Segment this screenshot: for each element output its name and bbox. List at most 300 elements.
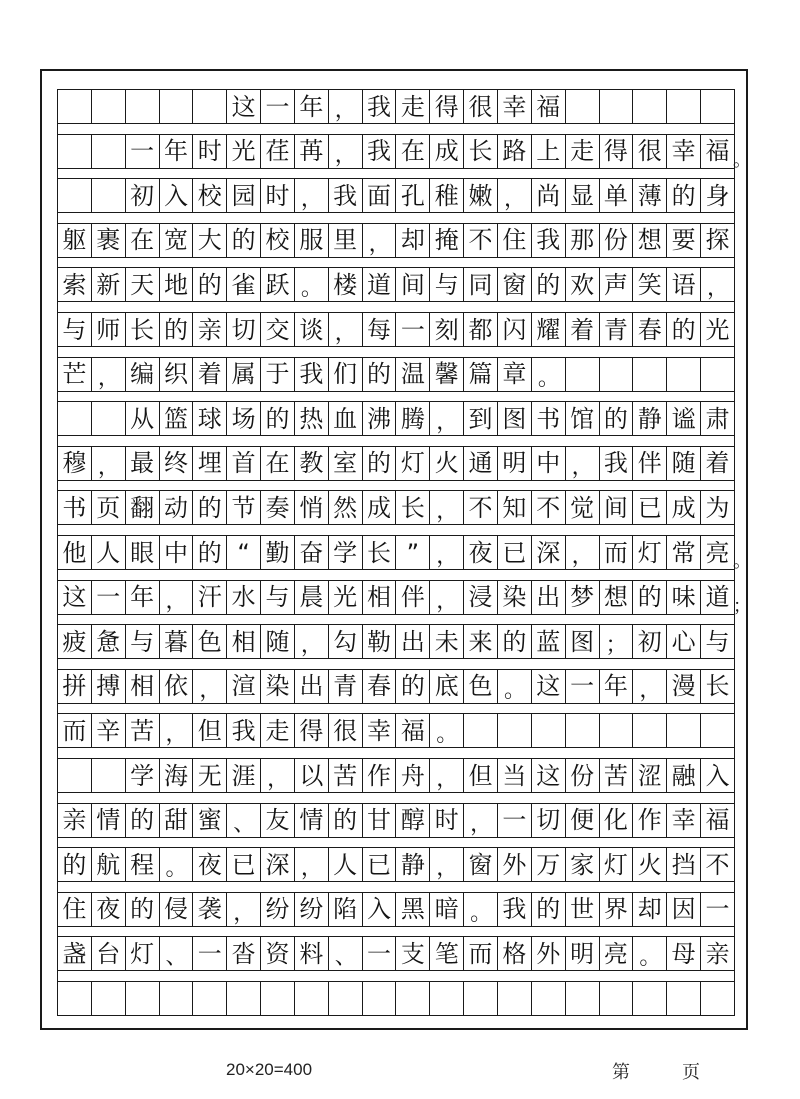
grid-cell <box>667 714 701 747</box>
grid-cell: 与 <box>58 313 92 346</box>
grid-cell: 家 <box>566 848 600 881</box>
grid-cell <box>498 982 532 1015</box>
grid-cell: 在 <box>261 447 295 480</box>
grid-cell <box>566 358 600 391</box>
grid-cell: 一 <box>363 937 397 970</box>
grid-cell: 幸 <box>667 135 701 168</box>
grid-cell: 勒 <box>363 625 397 658</box>
grid-cell: 随 <box>261 625 295 658</box>
grid-cell: 我 <box>363 135 397 168</box>
grid-cell: 笑 <box>633 268 667 301</box>
grid-cell: 。 <box>430 714 464 747</box>
grid-cell: 得 <box>430 90 464 123</box>
grid-cell: 穆 <box>58 447 92 480</box>
grid-cell: 夜 <box>92 893 126 926</box>
grid-cell: 出 <box>396 625 430 658</box>
grid-row <box>57 178 735 213</box>
grid-cell: 时 <box>193 135 227 168</box>
grid-cell: 的 <box>160 313 194 346</box>
grid-cell: ， <box>160 714 194 747</box>
grid-cell: 份 <box>566 759 600 792</box>
grid-cell: 便 <box>566 804 600 837</box>
grid-cell: 一 <box>701 893 735 926</box>
grid-cell: 沸 <box>363 402 397 435</box>
grid-cell: 球 <box>193 402 227 435</box>
grid-cell: 闪 <box>498 313 532 346</box>
grid-cell: 无 <box>193 759 227 792</box>
grid-cell: 到 <box>464 402 498 435</box>
grid-cell: 福 <box>396 714 430 747</box>
grid-cell: 界 <box>600 893 634 926</box>
grid-cell: 底 <box>430 670 464 703</box>
grid-cell: 的 <box>532 893 566 926</box>
grid-cell <box>261 982 295 1015</box>
grid-cell: 走 <box>261 714 295 747</box>
grid-cell: 一 <box>566 670 600 703</box>
grid-cell: 在 <box>126 224 160 257</box>
grid-cell: 年 <box>600 670 634 703</box>
grid-cell: 却 <box>396 224 430 257</box>
grid-cell <box>667 982 701 1015</box>
grid-cell: 伴 <box>633 447 667 480</box>
grid-cell: 住 <box>58 893 92 926</box>
grid-cell: 走 <box>396 90 430 123</box>
grid-cell: 的 <box>329 804 363 837</box>
grid-cell: 的 <box>126 804 160 837</box>
grid-cell: 染 <box>261 670 295 703</box>
grid-cell: 的 <box>126 893 160 926</box>
grid-cell: 情 <box>92 804 126 837</box>
grid-cell: 火 <box>430 447 464 480</box>
grid-cell: 室 <box>329 447 363 480</box>
grid-cell: 谈 <box>295 313 329 346</box>
grid-cell <box>92 135 126 168</box>
grid-cell: ， <box>566 536 600 569</box>
grid-cell: 一 <box>498 804 532 837</box>
grid-cell <box>600 358 634 391</box>
grid-row <box>57 847 735 882</box>
grid-cell <box>633 358 667 391</box>
grid-cell: 一 <box>92 581 126 614</box>
grid-cell <box>701 714 735 747</box>
grid-cell: 人 <box>329 848 363 881</box>
grid-cell: 知 <box>498 491 532 524</box>
grid-cell: 谧 <box>667 402 701 435</box>
grid-row <box>57 223 735 258</box>
grid-cell <box>701 90 735 123</box>
grid-cell: 勾 <box>329 625 363 658</box>
grid-cell: 面 <box>363 179 397 212</box>
grid-cell: 深 <box>261 848 295 881</box>
grid-cell: 亮 <box>600 937 634 970</box>
grid-cell <box>633 90 667 123</box>
grid-cell: 交 <box>261 313 295 346</box>
grid-cell: 辛 <box>92 714 126 747</box>
grid-cell: 我 <box>498 893 532 926</box>
grid-cell: ， <box>430 848 464 881</box>
grid-cell: 明 <box>566 937 600 970</box>
grid-cell: 从 <box>126 402 160 435</box>
grid-cell: 资 <box>261 937 295 970</box>
grid-cell: 里 <box>329 224 363 257</box>
grid-cell: 的 <box>633 581 667 614</box>
grid-cell: 腾 <box>396 402 430 435</box>
grid-cell: 校 <box>261 224 295 257</box>
grid-cell: 福 <box>701 804 735 837</box>
grid-cell: 园 <box>227 179 261 212</box>
grid-cell: 声 <box>600 268 634 301</box>
grid-cell: 伴 <box>396 581 430 614</box>
grid-cell: 尚 <box>532 179 566 212</box>
margin-punctuation: 。 <box>733 551 751 572</box>
grid-cell: 。 <box>464 893 498 926</box>
grid-cell <box>329 982 363 1015</box>
grid-cell: 着 <box>701 447 735 480</box>
grid-cell: 涩 <box>633 759 667 792</box>
grid-cell: 的 <box>396 670 430 703</box>
grid-cell: 成 <box>667 491 701 524</box>
grid-cell: 嫩 <box>464 179 498 212</box>
grid-cell: 长 <box>701 670 735 703</box>
margin-punctuation: 。 <box>733 149 751 171</box>
grid-cell: 这 <box>532 670 566 703</box>
grid-cell: 味 <box>667 581 701 614</box>
grid-cell: 的 <box>498 625 532 658</box>
grid-cell: 长 <box>464 135 498 168</box>
grid-cell: 血 <box>329 402 363 435</box>
grid-cell: 幸 <box>498 90 532 123</box>
grid-cell: 浸 <box>464 581 498 614</box>
grid-cell: 而 <box>600 536 634 569</box>
grid-cell: 通 <box>464 447 498 480</box>
grid-cell: 长 <box>396 491 430 524</box>
grid-cell <box>58 982 92 1015</box>
grid-cell <box>532 714 566 747</box>
grid-cell: 灯 <box>396 447 430 480</box>
grid-cell: 单 <box>600 179 634 212</box>
page-label-prefix: 第 <box>612 1062 630 1083</box>
grid-cell: 编 <box>126 358 160 391</box>
grid-cell: 要 <box>667 224 701 257</box>
grid-cell: 的 <box>363 447 397 480</box>
grid-cell: 很 <box>633 135 667 168</box>
grid-cell: 灯 <box>126 937 160 970</box>
grid-cell <box>363 982 397 1015</box>
grid-cell: 这 <box>532 759 566 792</box>
grid-cell: 入 <box>160 179 194 212</box>
grid-row <box>57 535 751 572</box>
grid-cell: 福 <box>532 90 566 123</box>
grid-cell: 苦 <box>126 714 160 747</box>
grid-cell: 青 <box>600 313 634 346</box>
grid-cell: 暮 <box>160 625 194 658</box>
grid-cell: 。 <box>295 268 329 301</box>
grid-cell: 相 <box>363 581 397 614</box>
grid-cell: 一 <box>396 313 430 346</box>
grid-cell: 苒 <box>295 135 329 168</box>
grid-cell: 甘 <box>363 804 397 837</box>
grid-row <box>57 357 735 392</box>
grid-cell: 料 <box>295 937 329 970</box>
grid-cell <box>566 90 600 123</box>
grid-cell <box>126 982 160 1015</box>
grid-cell: 长 <box>126 313 160 346</box>
grid-cell: 的 <box>261 402 295 435</box>
grid-cell <box>633 714 667 747</box>
grid-cell: 在 <box>396 135 430 168</box>
grid-cell: 黑 <box>396 893 430 926</box>
grid-cell: 长 <box>363 536 397 569</box>
grid-cell: 觉 <box>566 491 600 524</box>
grid-cell: 师 <box>92 313 126 346</box>
grid-cell: 纷 <box>295 893 329 926</box>
grid-cell: 他 <box>58 536 92 569</box>
grid-cell: 亮 <box>701 536 735 569</box>
grid-cell: 埋 <box>193 447 227 480</box>
grid-cell: 书 <box>58 491 92 524</box>
grid-cell: 友 <box>261 804 295 837</box>
grid-cell: 梦 <box>566 581 600 614</box>
grid-cell <box>227 982 261 1015</box>
grid-cell: 一 <box>193 937 227 970</box>
grid-cell: 色 <box>464 670 498 703</box>
grid-cell: ， <box>193 670 227 703</box>
grid-cell: 最 <box>126 447 160 480</box>
grid-cell: 光 <box>701 313 735 346</box>
grid-cell: 已 <box>498 536 532 569</box>
grid-cell: 与 <box>430 268 464 301</box>
grid-cell: 航 <box>92 848 126 881</box>
grid-cell <box>701 982 735 1015</box>
grid-cell: 很 <box>329 714 363 747</box>
grid-cell: 一 <box>261 90 295 123</box>
grid-cell: 为 <box>701 491 735 524</box>
grid-cell: 初 <box>633 625 667 658</box>
grid-cell: 挡 <box>667 848 701 881</box>
grid-row <box>57 312 735 347</box>
grid-cell: 份 <box>600 224 634 257</box>
grid-cell: 。 <box>532 358 566 391</box>
grid-cell: 着 <box>193 358 227 391</box>
grid-cell <box>160 90 194 123</box>
grid-cell: 当 <box>498 759 532 792</box>
grid-cell: 勤 <box>261 536 295 569</box>
grid-cell: 馨 <box>430 358 464 391</box>
grid-cell: 的 <box>58 848 92 881</box>
grid-cell <box>566 714 600 747</box>
grid-cell <box>667 90 701 123</box>
grid-cell: 荏 <box>261 135 295 168</box>
grid-cell: 刻 <box>430 313 464 346</box>
grid-cell: 涯 <box>227 759 261 792</box>
grid-cell <box>58 179 92 212</box>
grid-cell: ； <box>600 625 634 658</box>
grid-cell: 不 <box>464 491 498 524</box>
grid-cell: 明 <box>498 447 532 480</box>
grid-cell: 一 <box>126 135 160 168</box>
grid-cell: 楼 <box>329 268 363 301</box>
grid-cell: 随 <box>667 447 701 480</box>
grid-cell: 成 <box>363 491 397 524</box>
grid-cell: 我 <box>532 224 566 257</box>
grid-cell: 页 <box>92 491 126 524</box>
grid-cell: ， <box>329 313 363 346</box>
grid-cell: 终 <box>160 447 194 480</box>
grid-cell: 年 <box>295 90 329 123</box>
grid-cell: 章 <box>498 358 532 391</box>
grid-cell: 拼 <box>58 670 92 703</box>
grid-cell: 灯 <box>600 848 634 881</box>
grid-row <box>57 89 735 124</box>
grid-cell <box>633 982 667 1015</box>
grid-cell: 的 <box>193 536 227 569</box>
grid-cell: ， <box>295 179 329 212</box>
page-number-label <box>612 1058 700 1084</box>
grid-cell: 显 <box>566 179 600 212</box>
grid-cell: 夜 <box>193 848 227 881</box>
grid-cell: 世 <box>566 893 600 926</box>
grid-cell: 篇 <box>464 358 498 391</box>
grid-cell <box>92 179 126 212</box>
grid-cell: 得 <box>295 714 329 747</box>
grid-cell: 不 <box>701 848 735 881</box>
grid-cell: 福 <box>701 135 735 168</box>
grid-cell: 服 <box>295 224 329 257</box>
grid-cell: 年 <box>126 581 160 614</box>
grid-cell <box>464 714 498 747</box>
grid-cell: 书 <box>532 402 566 435</box>
grid-cell <box>58 135 92 168</box>
grid-cell: 来 <box>464 625 498 658</box>
grid-cell: ， <box>566 447 600 480</box>
grid-cell: 索 <box>58 268 92 301</box>
grid-cell <box>701 358 735 391</box>
grid-cell: 幸 <box>667 804 701 837</box>
grid-cell: 春 <box>363 670 397 703</box>
grid-cell: 不 <box>532 491 566 524</box>
grid-cell: 的 <box>363 358 397 391</box>
grid-cell: 学 <box>126 759 160 792</box>
grid-cell: ， <box>160 581 194 614</box>
grid-cell: 中 <box>160 536 194 569</box>
grid-cell: 火 <box>633 848 667 881</box>
grid-cell: 染 <box>498 581 532 614</box>
grid-cell: 初 <box>126 179 160 212</box>
grid-cell <box>600 982 634 1015</box>
grid-cell: 暗 <box>430 893 464 926</box>
grid-cell: 漫 <box>667 670 701 703</box>
grid-row <box>57 758 735 793</box>
grid-cell: 台 <box>92 937 126 970</box>
grid-cell: 路 <box>498 135 532 168</box>
grid-cell: 我 <box>329 179 363 212</box>
grid-cell: 依 <box>160 670 194 703</box>
grid-cell: 裹 <box>92 224 126 257</box>
grid-cell: ， <box>430 491 464 524</box>
grid-cell <box>566 982 600 1015</box>
grid-cell: 。 <box>633 937 667 970</box>
grid-cell: 支 <box>396 937 430 970</box>
grid-cell <box>600 90 634 123</box>
grid-cell: 深 <box>532 536 566 569</box>
grid-cell: 搏 <box>92 670 126 703</box>
grid-cell: 窗 <box>464 848 498 881</box>
grid-cell <box>600 714 634 747</box>
grid-cell: 静 <box>396 848 430 881</box>
grid-cell: 程 <box>126 848 160 881</box>
grid-cell: 色 <box>193 625 227 658</box>
grid-cell: 着 <box>566 313 600 346</box>
grid-cell: 热 <box>295 402 329 435</box>
grid-cell: 身 <box>701 179 735 212</box>
grid-cell: 学 <box>329 536 363 569</box>
grid-cell: 外 <box>498 848 532 881</box>
grid-cell: 教 <box>295 447 329 480</box>
grid-cell: 芒 <box>58 358 92 391</box>
grid-cell: 想 <box>600 581 634 614</box>
grid-cell: 语 <box>667 268 701 301</box>
grid-cell: 舟 <box>396 759 430 792</box>
grid-cell: 新 <box>92 268 126 301</box>
grid-cell: 纷 <box>261 893 295 926</box>
grid-cell: 道 <box>363 268 397 301</box>
grid-cell <box>532 982 566 1015</box>
grid-cell: 疲 <box>58 625 92 658</box>
grid-cell: 不 <box>464 224 498 257</box>
grid-cell: 沓 <box>227 937 261 970</box>
grid-cell: 宽 <box>160 224 194 257</box>
grid-cell: ， <box>430 759 464 792</box>
grid-cell: 亲 <box>701 937 735 970</box>
grid-row <box>57 936 735 971</box>
grid-cell <box>92 402 126 435</box>
grid-cell: 走 <box>566 135 600 168</box>
grid-cell: 我 <box>363 90 397 123</box>
grid-cell: 间 <box>600 491 634 524</box>
grid-cell: ， <box>92 358 126 391</box>
grid-cell <box>92 90 126 123</box>
page-label-suffix: 页 <box>682 1062 700 1083</box>
grid-row <box>57 981 735 1016</box>
grid-cell: 奏 <box>261 491 295 524</box>
grid-cell: 外 <box>532 937 566 970</box>
grid-cell: 肃 <box>701 402 735 435</box>
grid-row <box>57 713 735 748</box>
grid-cell: 住 <box>498 224 532 257</box>
margin-punctuation: ； <box>733 595 751 617</box>
grid-cell: 格 <box>498 937 532 970</box>
grid-cell: 陷 <box>329 893 363 926</box>
grid-cell: 图 <box>498 402 532 435</box>
grid-cell: 而 <box>58 714 92 747</box>
grid-cell: 的 <box>667 313 701 346</box>
grid-cell: 得 <box>600 135 634 168</box>
grid-cell: ， <box>295 625 329 658</box>
grid-cell: 翻 <box>126 491 160 524</box>
grid-cell <box>464 982 498 1015</box>
grid-cell: 成 <box>430 135 464 168</box>
grid-cell: 场 <box>227 402 261 435</box>
grid-cell: 人 <box>92 536 126 569</box>
grid-cell: 。 <box>160 848 194 881</box>
grid-row <box>57 669 735 704</box>
grid-cell: 窗 <box>498 268 532 301</box>
grid-cell: 苦 <box>329 759 363 792</box>
grid-cell: ， <box>498 179 532 212</box>
grid-cell: 动 <box>160 491 194 524</box>
grid-cell: 切 <box>227 313 261 346</box>
grid-cell: 、 <box>227 804 261 837</box>
